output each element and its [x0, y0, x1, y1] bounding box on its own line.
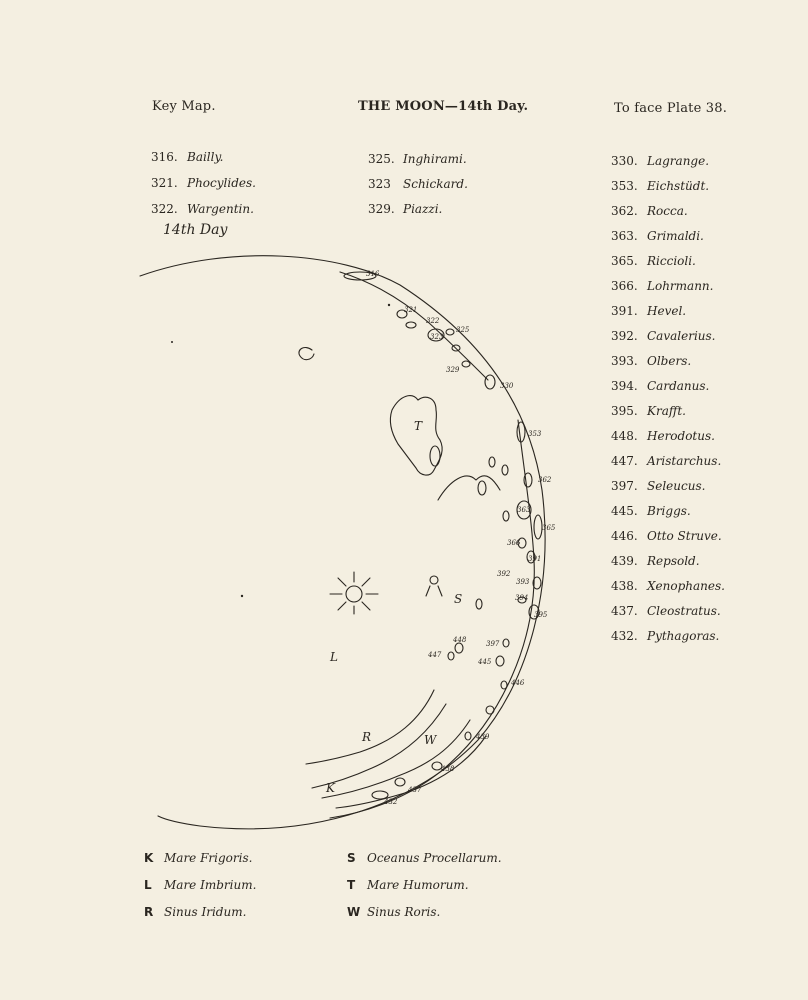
rayed-crater-rays: [330, 572, 378, 614]
legend-entry: [144, 905, 256, 932]
crater-name: Herodotus.: [647, 429, 715, 443]
map-label-321: 321: [404, 306, 418, 314]
legend-entry: [144, 878, 256, 905]
map-label-323: 323: [430, 333, 444, 341]
crater-name: Grimaldi.: [647, 229, 704, 243]
kepler-rays: [426, 586, 442, 596]
crater-number: 392.: [611, 329, 638, 343]
legend-entry: [347, 905, 502, 932]
crater-448-shape: [455, 643, 463, 653]
crater-number: 393.: [611, 354, 638, 368]
crater-name: Lohrmann.: [647, 279, 714, 293]
crater-445-shape: [496, 656, 504, 666]
crater-number: 439.: [611, 554, 638, 568]
rayed-crater: [346, 586, 362, 602]
dot-1: [171, 341, 173, 343]
terminator-right: [330, 420, 534, 818]
map-label-353: 353: [528, 430, 542, 438]
map-label-432: 432: [384, 798, 398, 806]
crater-number: 438.: [611, 579, 638, 593]
map-label-437: 437: [408, 786, 422, 794]
crater-name: Wargentin.: [187, 202, 254, 216]
crater-name: Schickard.: [403, 177, 468, 191]
crater-number: 432.: [611, 629, 638, 643]
map-label-366: 366: [507, 539, 521, 547]
legend-letter: W: [347, 905, 361, 919]
crater-small-6: [476, 599, 482, 609]
crater-name: Riccioli.: [647, 254, 696, 268]
crater-name: Lagrange.: [647, 154, 710, 168]
legend-name: Mare Humorum.: [367, 878, 469, 892]
map-label-397: 397: [486, 640, 500, 648]
map-label-322: 322: [426, 317, 440, 325]
legend-letter: R: [144, 905, 154, 919]
crater-small-2: [478, 481, 486, 495]
crater-number: 397.: [611, 479, 638, 493]
map-letter-K: K: [326, 781, 335, 795]
map-label-445: 445: [478, 658, 492, 666]
crater-number: 323: [368, 177, 391, 191]
shore-line-4: [322, 720, 470, 798]
crater-name: Bailly.: [187, 150, 224, 164]
legend-name: Mare Frigoris.: [164, 851, 253, 865]
crater-number: 394.: [611, 379, 638, 393]
crater-name: Piazzi.: [403, 202, 443, 216]
crater-number: 329.: [368, 202, 395, 216]
legend-entry: [347, 878, 502, 905]
crater-322-shape: [406, 322, 416, 328]
crater-name: Briggs.: [647, 504, 691, 518]
crater-name: Aristarchus.: [647, 454, 722, 468]
shore-line-1: [438, 476, 500, 500]
crater-name: Xenophanes.: [647, 579, 725, 593]
crater-name: Cleostratus.: [647, 604, 721, 618]
plate-reference: To face Plate 38.: [614, 101, 728, 116]
map-label-394: 394: [515, 594, 529, 602]
legend-right: [347, 851, 502, 932]
crater-name: Pythagoras.: [647, 629, 720, 643]
crater-353-shape: [517, 422, 525, 442]
legend-left: [144, 851, 256, 932]
crater-name: Krafft.: [647, 404, 686, 418]
map-label-363: 363: [517, 506, 531, 514]
crater-number: 437.: [611, 604, 638, 618]
crater-name: Olbers.: [647, 354, 692, 368]
small-crater-arc: [299, 348, 314, 360]
crater-number: 322.: [151, 202, 178, 216]
map-label-446: 446: [511, 679, 525, 687]
crater-name: Hevel.: [647, 304, 687, 318]
mare-humorum-outline: [390, 396, 442, 475]
legend-letter: T: [347, 878, 356, 892]
crater-name: Rocca.: [647, 204, 688, 218]
map-letter-R: R: [362, 730, 372, 744]
crater-name: Phocylides.: [187, 176, 256, 190]
crater-small-4: [502, 465, 508, 475]
crater-number: 447.: [611, 454, 638, 468]
crater-325-shape: [446, 329, 454, 335]
crater-small-1: [430, 446, 440, 466]
map-letter-T: T: [414, 419, 423, 433]
dot-2: [388, 304, 390, 306]
crater-number: 446.: [611, 529, 638, 543]
crater-number: 362.: [611, 204, 638, 218]
crater-number: 353.: [611, 179, 638, 193]
crater-330-shape: [485, 375, 495, 389]
legend-letter: S: [347, 851, 356, 865]
crater-name: Repsold.: [647, 554, 700, 568]
map-label-362: 362: [538, 476, 552, 484]
crater-397-shape: [503, 639, 509, 647]
crater-small-5: [503, 511, 509, 521]
map-label-393: 393: [516, 578, 530, 586]
crater-small-3: [489, 457, 495, 467]
legend-letter: K: [144, 851, 154, 865]
map-letter-W: W: [424, 733, 437, 747]
crater-number: 325.: [368, 152, 395, 166]
crater-name: Inghirami.: [403, 152, 467, 166]
crater-small-7: [486, 706, 494, 714]
crater-365-shape: [534, 515, 542, 539]
map-label-439: 439: [476, 733, 490, 741]
dot-3: [241, 595, 243, 597]
crater-name: Cavalerius.: [647, 329, 716, 343]
crater-name: Otto Struve.: [647, 529, 722, 543]
crater-439-shape: [465, 732, 471, 740]
crater-name: Cardanus.: [647, 379, 710, 393]
crater-number: 445.: [611, 504, 638, 518]
map-label-395: 395: [534, 611, 548, 619]
map-label-391: 391: [528, 555, 542, 563]
map-label-448: 448: [453, 636, 467, 644]
map-label-438: 438: [441, 765, 455, 773]
map-label-329: 329: [446, 366, 460, 374]
crater-329-shape: [462, 361, 470, 367]
crater-437-shape: [395, 778, 405, 786]
legend-name: Mare Imbrium.: [164, 878, 257, 892]
map-label-325: 325: [456, 326, 470, 334]
legend-name: Sinus Iridum.: [164, 905, 247, 919]
crater-number: 391.: [611, 304, 638, 318]
crater-name: Seleucus.: [647, 479, 706, 493]
crater-number: 366.: [611, 279, 638, 293]
map-label-316: 316: [366, 270, 380, 278]
legend-entry: [347, 851, 502, 878]
legend-name: Sinus Roris.: [367, 905, 441, 919]
kepler-crater: [430, 576, 438, 584]
map-label-392: 392: [497, 570, 511, 578]
legend-name: Oceanus Procellarum.: [367, 851, 502, 865]
crater-number: 330.: [611, 154, 638, 168]
shore-line-5: [336, 736, 486, 808]
legend-letter: L: [144, 878, 152, 892]
crater-446-shape: [501, 681, 507, 689]
crater-447-shape: [448, 652, 454, 660]
crater-name: Eichstüdt.: [647, 179, 710, 193]
moon-limb: [140, 256, 545, 829]
map-label-447: 447: [428, 651, 442, 659]
page-title: THE MOON—14th Day.: [358, 99, 529, 114]
map-label-330: 330: [500, 382, 514, 390]
crater-number: 321.: [151, 176, 178, 190]
map-label-365: 365: [542, 524, 556, 532]
map-letter-S: S: [454, 592, 463, 606]
map-letter-L: L: [330, 650, 338, 664]
crater-number: 316.: [151, 150, 178, 164]
key-map-label: Key Map.: [152, 99, 216, 114]
day-note: 14th Day: [163, 222, 228, 238]
legend-entry: [144, 851, 256, 878]
crater-number: 395.: [611, 404, 638, 418]
shore-line-2: [306, 690, 434, 764]
crater-number: 448.: [611, 429, 638, 443]
crater-number: 363.: [611, 229, 638, 243]
crater-number: 365.: [611, 254, 638, 268]
